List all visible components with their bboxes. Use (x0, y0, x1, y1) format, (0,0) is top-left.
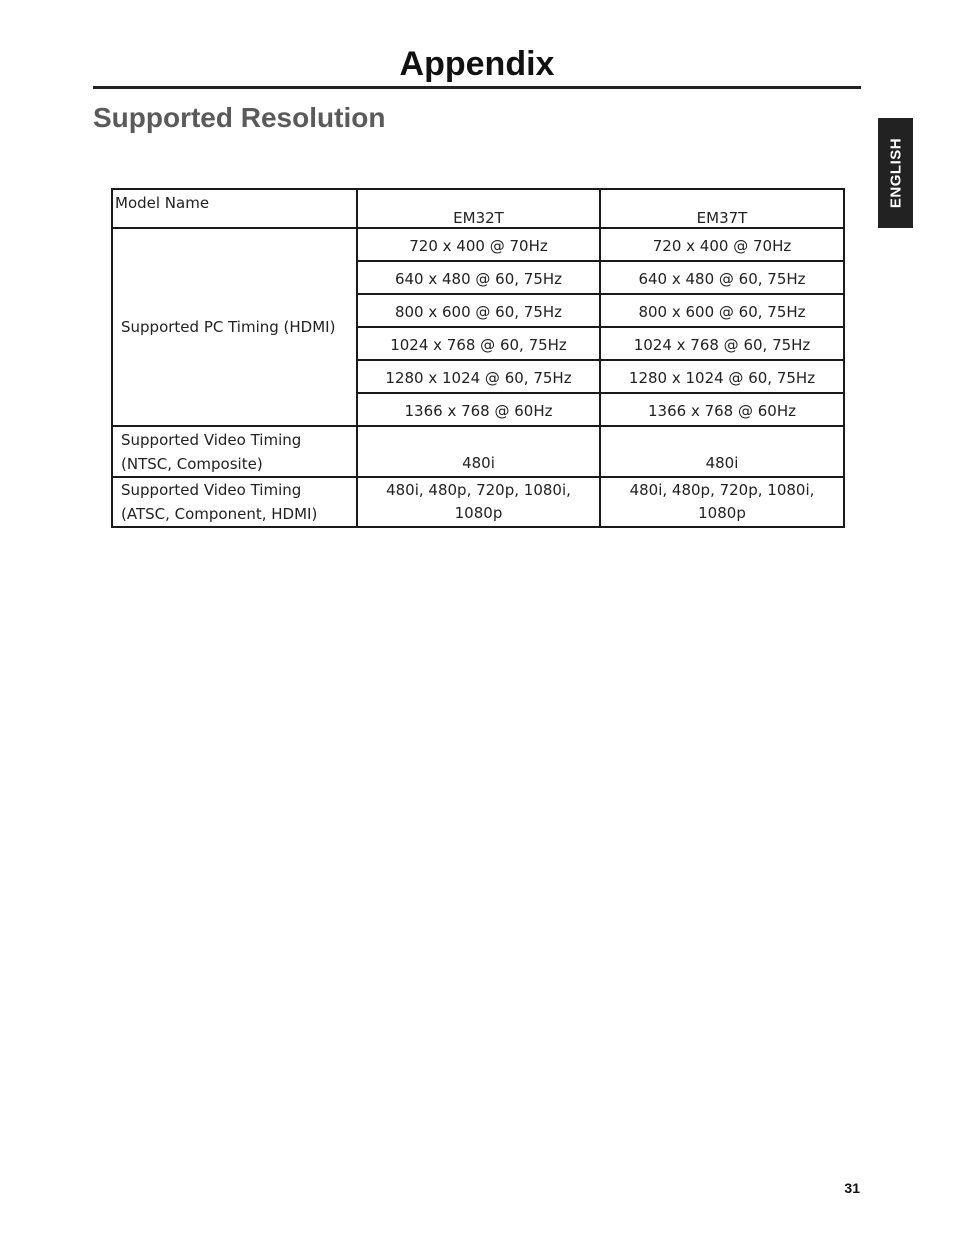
title-divider (93, 86, 861, 89)
pc-timing-cell: 1280 x 1024 @ 60, 75Hz (357, 360, 600, 393)
ntsc-label-line2: (NTSC, Composite) (121, 454, 263, 473)
atsc-value-line2: 1080p (454, 504, 503, 522)
model-em37t-header: EM37T (600, 189, 844, 228)
table-row (112, 477, 844, 527)
ntsc-timing-cell: 480i (357, 426, 600, 477)
model-em32t-header: EM32T (357, 189, 600, 228)
pc-timing-cell: 800 x 600 @ 60, 75Hz (357, 294, 600, 327)
atsc-timing-label (112, 477, 357, 527)
page-number: 31 (844, 1180, 860, 1196)
atsc-value-line1: 480i, 480p, 720p, 1080i, (386, 481, 571, 499)
pc-timing-cell: 800 x 600 @ 60, 75Hz (600, 294, 844, 327)
atsc-label-line1: Supported Video Timing (121, 481, 302, 499)
ntsc-timing-cell: 480i (600, 426, 844, 477)
model-name-header: Model Name (112, 189, 357, 228)
pc-timing-cell: 1280 x 1024 @ 60, 75Hz (600, 360, 844, 393)
section-title: Supported Resolution (93, 102, 386, 133)
table-header-row (112, 189, 844, 228)
pc-timing-cell: 640 x 480 @ 60, 75Hz (600, 261, 844, 294)
ntsc-timing-label (112, 426, 357, 477)
pc-timing-cell: 1024 x 768 @ 60, 75Hz (357, 327, 600, 360)
atsc-timing-cell (600, 477, 844, 527)
atsc-timing-cell (357, 477, 600, 527)
pc-timing-cell: 1024 x 768 @ 60, 75Hz (600, 327, 844, 360)
language-tab-label: ENGLISH (887, 137, 904, 209)
atsc-value-line2: 1080p (698, 504, 746, 522)
table-row (112, 426, 844, 477)
pc-timing-label: Supported PC Timing (HDMI) (112, 228, 357, 426)
pc-timing-cell: 720 x 400 @ 70Hz (357, 228, 600, 261)
atsc-value-line1: 480i, 480p, 720p, 1080i, (629, 481, 815, 499)
language-tab (878, 118, 913, 228)
pc-timing-cell: 1366 x 768 @ 60Hz (600, 393, 844, 426)
table-row (112, 228, 844, 261)
pc-timing-cell: 640 x 480 @ 60, 75Hz (357, 261, 600, 294)
atsc-label-line2: (ATSC, Component, HDMI) (121, 505, 318, 523)
pc-timing-cell: 720 x 400 @ 70Hz (600, 228, 844, 261)
ntsc-label-line1: Supported Video Timing (121, 430, 302, 449)
page-title: Appendix (399, 45, 555, 83)
supported-resolution-table (111, 188, 845, 528)
pc-timing-cell: 1366 x 768 @ 60Hz (357, 393, 600, 426)
